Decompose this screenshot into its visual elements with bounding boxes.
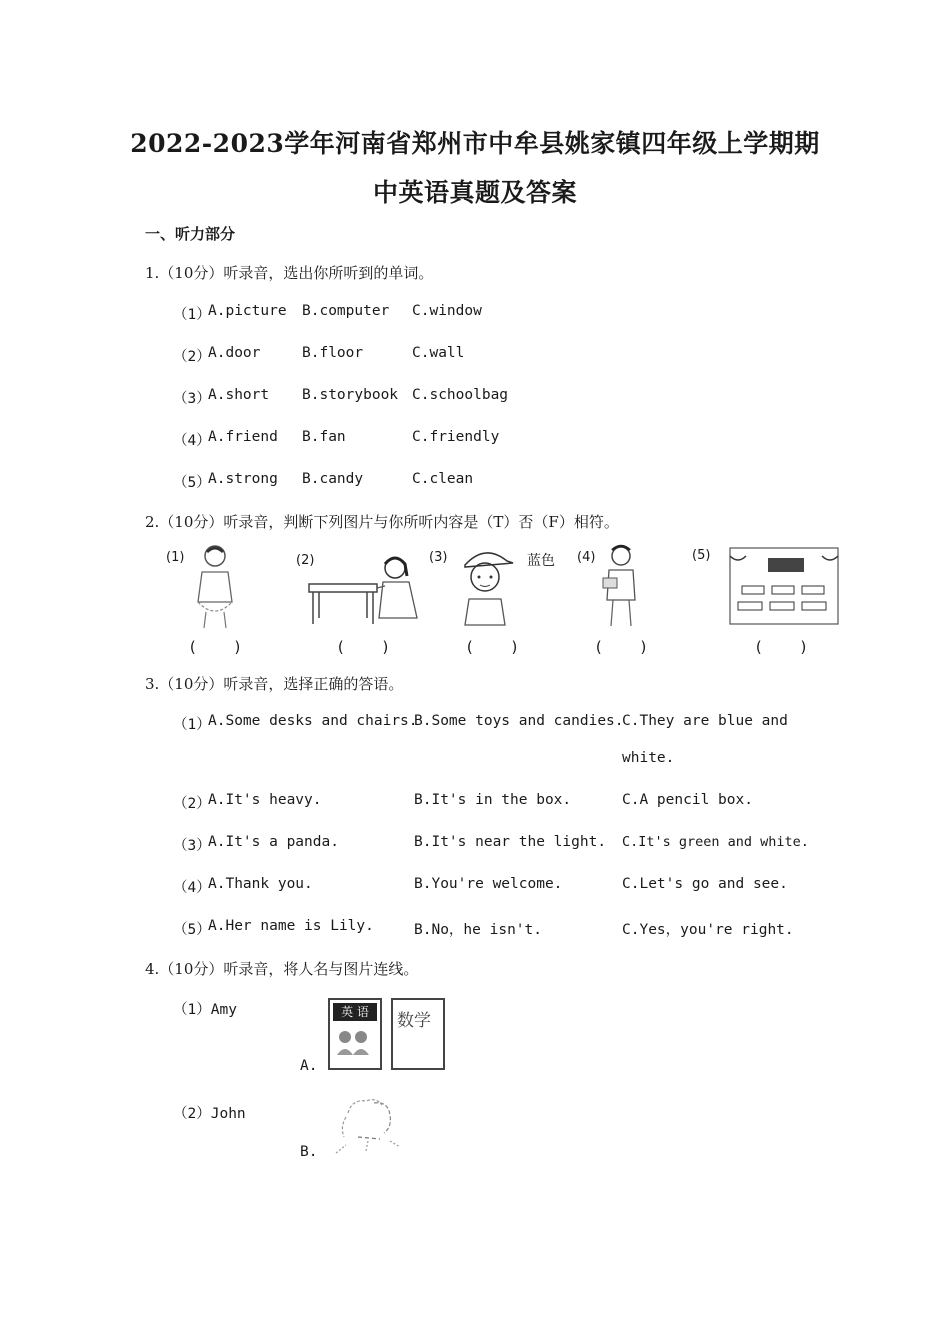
q1-item-1-a: A.picture — [208, 303, 287, 319]
boy-with-cap-image — [455, 543, 517, 627]
q4-option-a-letter: A. — [300, 1058, 318, 1074]
q1-item-5-a: A.strong — [208, 471, 278, 487]
q1-item-3-num: （3） — [173, 391, 211, 407]
q2-picture-3-label: (3) — [429, 550, 448, 565]
q1-item-4-b: B.fan — [302, 429, 346, 445]
q3-item-3-a: A.It's a panda. — [208, 834, 339, 850]
q3-item-1-c: C.They are blue and — [622, 713, 788, 729]
section-heading-listening: 一、听力部分 — [145, 225, 236, 243]
q1-item-1-b: B.computer — [302, 303, 390, 319]
q1-item-4-a: A.friend — [208, 429, 278, 445]
question-4-prompt: 4.（10分）听录音，将人名与图片连线。 — [145, 960, 419, 978]
q2-answer-blank-2[interactable]: ( ) — [336, 638, 391, 656]
q3-item-2-c: C.A pencil box. — [622, 792, 753, 808]
girl-and-desk-image — [305, 548, 425, 630]
question-2-prompt: 2.（10分）听录音，判断下列图片与你所听内容是（T）否（F）相符。 — [145, 513, 619, 531]
q1-item-3-a: A.short — [208, 387, 270, 403]
q3-item-3-num: （3） — [173, 838, 211, 854]
boy-holding-book-image — [597, 542, 647, 630]
q2-answer-blank-5[interactable]: ( ) — [754, 638, 809, 656]
q1-item-4-c: C.friendly — [412, 429, 500, 445]
q3-item-5-num: （5） — [173, 922, 211, 938]
classroom-image — [728, 546, 840, 626]
q3-item-3-b: B.It's near the light. — [414, 834, 607, 850]
page-title-line-2: 中英语真题及答案 — [372, 178, 577, 207]
q3-item-1-a: A.Some desks and chairs. — [208, 713, 418, 729]
q3-item-4-b: B.You're welcome. — [414, 876, 563, 892]
q3-item-4-num: （4） — [173, 880, 211, 896]
q3-item-2-a: A.It's heavy. — [208, 792, 322, 808]
q4-option-b-letter: B. — [300, 1144, 318, 1160]
q3-item-2-b: B.It's in the box. — [414, 792, 572, 808]
math-book-label: 数学 — [397, 1011, 431, 1031]
q1-item-2-a: A.door — [208, 345, 261, 361]
q3-item-4-a: A.Thank you. — [208, 876, 313, 892]
q2-picture-1-label: (1) — [166, 550, 185, 565]
sketch-drawing-image — [330, 1093, 406, 1157]
english-book-image — [328, 998, 382, 1070]
q2-picture-4-label: (4) — [577, 550, 596, 565]
boy-sketch-image — [180, 542, 250, 630]
q3-item-3-c: C.It's green and white. — [622, 834, 809, 850]
question-3-prompt: 3.（10分）听录音，选择正确的答语。 — [145, 675, 404, 693]
q3-item-1-b: B.Some toys and candies. — [414, 713, 624, 729]
q2-answer-blank-1[interactable]: ( ) — [188, 638, 243, 656]
q3-item-2-num: （2） — [173, 796, 211, 812]
q2-answer-blank-4[interactable]: ( ) — [594, 638, 649, 656]
q1-item-5-num: （5） — [173, 475, 211, 491]
q1-item-2-b: B.floor — [302, 345, 364, 361]
q3-item-1-c-cont: white. — [622, 750, 675, 766]
q1-item-3-c: C.schoolbag — [412, 387, 509, 403]
english-book-kids-icon — [330, 1023, 376, 1063]
q3-item-4-c: C.Let's go and see. — [622, 876, 788, 892]
question-1-prompt: 1.（10分）听录音，选出你所听到的单词。 — [145, 264, 434, 282]
page-title-line-1: 2022-2023学年河南省郑州市中牟县姚家镇四年级上学期期 — [130, 129, 820, 158]
q2-blue-color-label: 蓝色 — [527, 553, 555, 569]
q2-picture-5-label: (5) — [692, 548, 711, 563]
q1-item-5-c: C.clean — [412, 471, 474, 487]
q1-item-5-b: B.candy — [302, 471, 364, 487]
q1-item-1-c: C.window — [412, 303, 482, 319]
q1-item-2-num: （2） — [173, 349, 211, 365]
q1-item-1-num: （1） — [173, 307, 211, 323]
q1-item-2-c: C.wall — [412, 345, 465, 361]
q3-item-5-b: B.No，he isn't. — [414, 922, 542, 938]
q4-name-amy: （1）Amy — [173, 1002, 237, 1018]
q2-answer-blank-3[interactable]: ( ) — [465, 638, 520, 656]
q2-picture-2-label: (2) — [296, 553, 315, 568]
q1-item-3-b: B.storybook — [302, 387, 399, 403]
q1-item-4-num: （4） — [173, 433, 211, 449]
q3-item-5-c: C.Yes，you're right. — [622, 922, 794, 938]
q4-name-john: （2）John — [173, 1106, 246, 1122]
q3-item-5-a: A.Her name is Lily. — [208, 918, 374, 934]
math-book-image — [391, 998, 445, 1070]
english-book-label: 英 语 — [333, 1003, 377, 1021]
q3-item-1-num: （1） — [173, 717, 211, 733]
